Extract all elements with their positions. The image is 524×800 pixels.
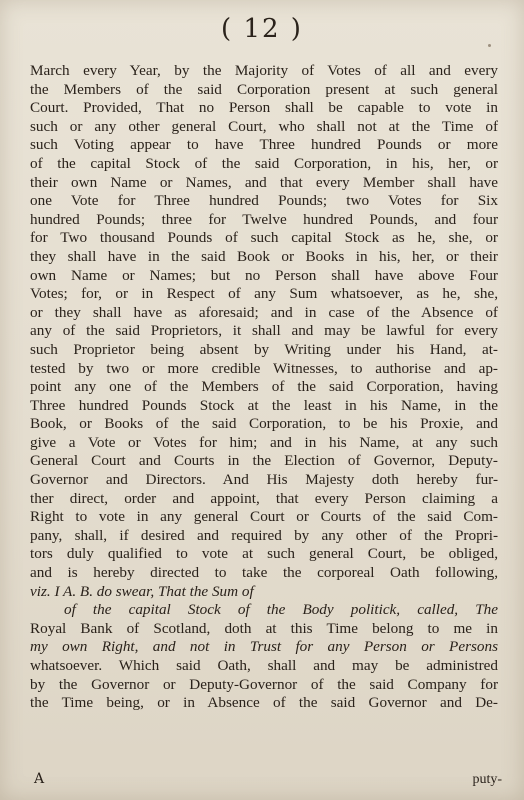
text-line: Court. Provided, That no Person shall be capable to vote in (30, 99, 498, 117)
text-line: ther direct, order and appoint, that every Person claiming a (30, 489, 498, 507)
text-line: whatsoever. Which said Oath, shall and may be administred (30, 657, 498, 674)
text-line: one Vote for Three hundred Pounds; two Votes for Six (30, 192, 498, 210)
text-line: point any one of the Members of the said Corporation, having (30, 378, 498, 396)
text-line: give a Vote or Votes for him; and in his Name, at any such (30, 433, 498, 451)
text-line: the Members of the said Corporation present at such general (30, 80, 498, 98)
text-line: Book, or Books of the said Corporation, to be his Proxie, and (30, 415, 498, 433)
text-line: such or any other general Court, who shall not at the Time of (30, 117, 498, 135)
text-line: for Two thousand Pounds of such capital Stock as he, she, or (30, 229, 498, 247)
text-line: Royal Bank of Scotland, doth at this Time belong to me in (30, 619, 498, 637)
text-line: any of the said Proprietors, it shall and may be lawful for every (30, 322, 498, 340)
catchword: puty- (472, 772, 502, 787)
text-line: hundred Pounds; three for Twelve hundred Pounds, and four (30, 210, 498, 228)
text-line: General Court and Courts in the Election of Governor, Deputy- (30, 452, 498, 470)
text-line: Votes; for, or in Respect of any Sum whatsoever, as he, she, (30, 285, 498, 303)
text-line: of the capital Stock of the said Corporation, in his, her, or (30, 154, 498, 172)
oath-line: of the capital Stock of the Body politick, called, The (64, 601, 498, 619)
signature-mark: A (34, 771, 45, 787)
text-line: March every Year, by the Majority of Votes of all and every (30, 62, 498, 79)
text-line: Three hundred Pounds Stock at the least in his Name, in the (30, 396, 498, 414)
page-number: ( 12 ) (221, 14, 303, 44)
text-line: they shall have in the said Book or Books in his, her, or their (30, 247, 498, 265)
text-line: Governor and Directors. And His Majesty doth hereby fur- (30, 471, 498, 489)
text-line: or they shall have as aforesaid; and in case of the Absence of (30, 303, 498, 321)
oath-line: my own Right, and not in Trust for any Person or Persons (30, 638, 498, 656)
text-line: and is hereby directed to take the corporeal Oath following, (30, 564, 498, 582)
text-line: tors duly qualified to vote at such general Court, be obliged, (30, 545, 498, 563)
oath-line: viz. I A. B. do swear, That the Sum of (30, 582, 254, 600)
page-body (30, 62, 498, 713)
text-line: Right to vote in any general Court or Courts of the said Com- (30, 508, 498, 526)
text-line: own Name or Names; but no Person shall have above Four (30, 266, 498, 284)
text-line: such Proprietor being absent by Writing under his Hand, at- (30, 340, 498, 358)
text-line: their own Name or Names, and that every Member shall have (30, 173, 498, 191)
text-line: such Voting appear to have Three hundred Pounds or more (30, 136, 498, 154)
text-line: tested by two or more credible Witnesses, to authorise and ap- (30, 359, 498, 377)
text-line: pany, shall, if desired and required by any other of the Propri- (30, 526, 498, 544)
text-line: by the Governor or Deputy-Governor of the said Company for (30, 675, 498, 693)
text-line: the Time being, or in Absence of the said Governor and De- (30, 694, 498, 712)
ink-spot (488, 44, 491, 47)
